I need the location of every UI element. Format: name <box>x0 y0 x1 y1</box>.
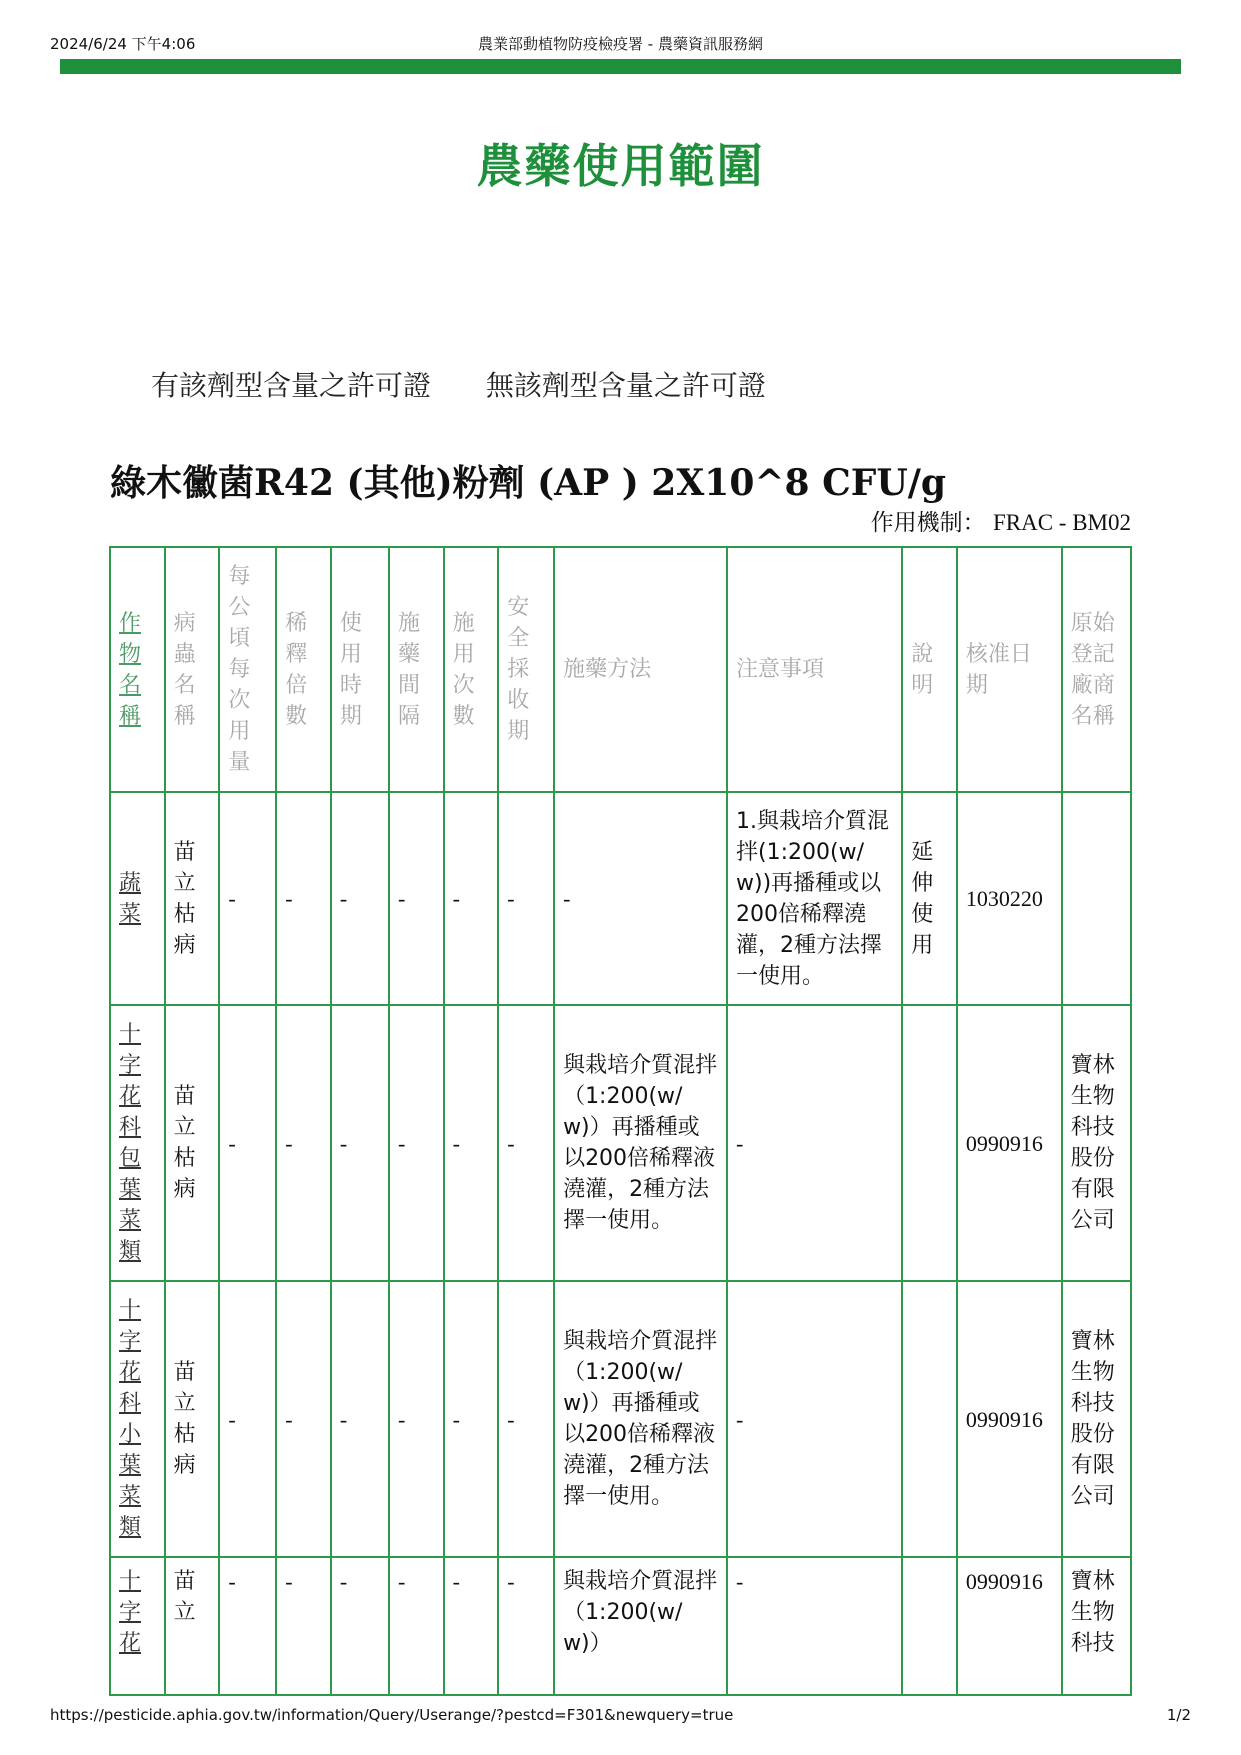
footer-page-number: 1/2 <box>1166 1706 1191 1724</box>
registrant-cell: 寶林生物科技股份有限公司 <box>1062 1281 1131 1557</box>
safe-harvest-cell: - <box>498 1557 554 1695</box>
crop-link[interactable]: 蔬菜 <box>119 870 142 927</box>
col-header-approval-date: 核准日期 <box>957 547 1062 792</box>
notes-cell: - <box>727 1281 902 1557</box>
dilution-cell: - <box>276 792 331 1005</box>
without-license-link[interactable]: 無該劑型含量之許可證 <box>485 369 766 402</box>
table-row <box>110 1281 1131 1557</box>
dilution-cell: - <box>276 1557 331 1695</box>
header-green-bar <box>60 59 1181 74</box>
timing-cell: - <box>331 1557 389 1695</box>
dilution-cell: - <box>276 1281 331 1557</box>
interval-cell: - <box>389 1557 444 1695</box>
crop-cell <box>110 1281 165 1557</box>
method-cell: 與栽培介質混拌（1:200(w/w)） <box>554 1557 727 1695</box>
mechanism-line <box>871 504 1131 537</box>
col-header-crop[interactable]: 作物名稱 <box>110 547 165 792</box>
method-cell: 與栽培介質混拌（1:200(w/w)）再播種或以200倍稀釋液澆灌，2種方法擇一使用。 <box>554 1281 727 1557</box>
pest-cell: 苗立枯病 <box>165 792 220 1005</box>
col-header-pest: 病蟲名稱 <box>165 547 220 792</box>
table-header-row <box>110 547 1131 792</box>
crop-cell <box>110 1557 165 1695</box>
interval-cell: - <box>389 1281 444 1557</box>
dosage-cell: - <box>219 1005 276 1281</box>
safe-harvest-cell: - <box>498 792 554 1005</box>
col-header-safe-harvest: 安全採收期 <box>498 547 554 792</box>
notes-cell: - <box>727 1557 902 1695</box>
license-filter-links <box>151 364 812 404</box>
print-document-title: 農業部動植物防疫檢疫署 - 農藥資訊服務網 <box>478 35 763 53</box>
pest-cell: 苗立枯病 <box>165 1005 220 1281</box>
interval-cell: - <box>389 792 444 1005</box>
crop-link[interactable]: 十字花 <box>119 1569 142 1656</box>
col-header-remark: 說明 <box>902 547 957 792</box>
notes-cell: 1.與栽培介質混拌(1:200(w/w))再播種或以200倍稀釋澆灌，2種方法擇一使用。 <box>727 792 902 1005</box>
dilution-cell: - <box>276 1005 331 1281</box>
approval-date-cell: 0990916 <box>957 1557 1062 1695</box>
remark-cell <box>902 1281 957 1557</box>
col-header-interval: 施藥間隔 <box>389 547 444 792</box>
table-row <box>110 1557 1131 1695</box>
dosage-cell: - <box>219 1557 276 1695</box>
mechanism-label: 作用機制： <box>870 510 986 536</box>
col-header-dilution: 稀釋倍數 <box>276 547 331 792</box>
safe-harvest-cell: - <box>498 1281 554 1557</box>
crop-link[interactable]: 十字花科小葉菜類 <box>119 1298 142 1540</box>
times-cell: - <box>444 792 499 1005</box>
times-cell: - <box>444 1005 499 1281</box>
dosage-cell: - <box>219 792 276 1005</box>
with-license-link[interactable]: 有該劑型含量之許可證 <box>151 369 432 402</box>
col-header-times: 施用次數 <box>444 547 499 792</box>
remark-cell <box>902 1557 957 1695</box>
timing-cell: - <box>331 1005 389 1281</box>
registrant-cell: 寶林生物科技 <box>1062 1557 1131 1695</box>
timing-cell: - <box>331 792 389 1005</box>
remark-cell <box>902 1005 957 1281</box>
crop-cell <box>110 1005 165 1281</box>
col-header-notes: 注意事項 <box>727 547 902 792</box>
dosage-cell: - <box>219 1281 276 1557</box>
remark-cell: 延伸使用 <box>902 792 957 1005</box>
times-cell: - <box>444 1557 499 1695</box>
approval-date-cell: 0990916 <box>957 1281 1062 1557</box>
times-cell: - <box>444 1281 499 1557</box>
table-row <box>110 1005 1131 1281</box>
registrant-cell: 寶林生物科技股份有限公司 <box>1062 1005 1131 1281</box>
crop-cell <box>110 792 165 1005</box>
table-row <box>110 792 1131 1005</box>
col-header-method: 施藥方法 <box>554 547 727 792</box>
pest-cell: 苗立枯病 <box>165 1281 220 1557</box>
col-header-registrant: 原始登記廠商名稱 <box>1062 547 1131 792</box>
col-header-dosage: 每公頃每次用量 <box>219 547 276 792</box>
usage-table <box>109 546 1132 1696</box>
product-name: 綠木黴菌R42 (其他)粉劑 (AP ) 2X10^8 CFU/g <box>110 462 947 504</box>
registrant-cell <box>1062 792 1131 1005</box>
crop-link[interactable]: 十字花科包葉菜類 <box>119 1022 142 1264</box>
approval-date-cell: 0990916 <box>957 1005 1062 1281</box>
method-cell: 與栽培介質混拌（1:200(w/w)）再播種或以200倍稀釋液澆灌，2種方法擇一使用。 <box>554 1005 727 1281</box>
interval-cell: - <box>389 1005 444 1281</box>
method-cell: - <box>554 792 727 1005</box>
safe-harvest-cell: - <box>498 1005 554 1281</box>
mechanism-value: FRAC - BM02 <box>992 510 1131 535</box>
print-datetime: 2024/6/24 下午4:06 <box>50 35 196 53</box>
approval-date-cell: 1030220 <box>957 792 1062 1005</box>
col-header-timing: 使用時期 <box>331 547 389 792</box>
notes-cell: - <box>727 1005 902 1281</box>
page-title: 農藥使用範圍 <box>476 139 765 193</box>
pest-cell: 苗立 <box>165 1557 220 1695</box>
footer-url: https://pesticide.aphia.gov.tw/information/Query/Userange/?pestcd=F301&newquery=true <box>50 1706 734 1724</box>
timing-cell: - <box>331 1281 389 1557</box>
